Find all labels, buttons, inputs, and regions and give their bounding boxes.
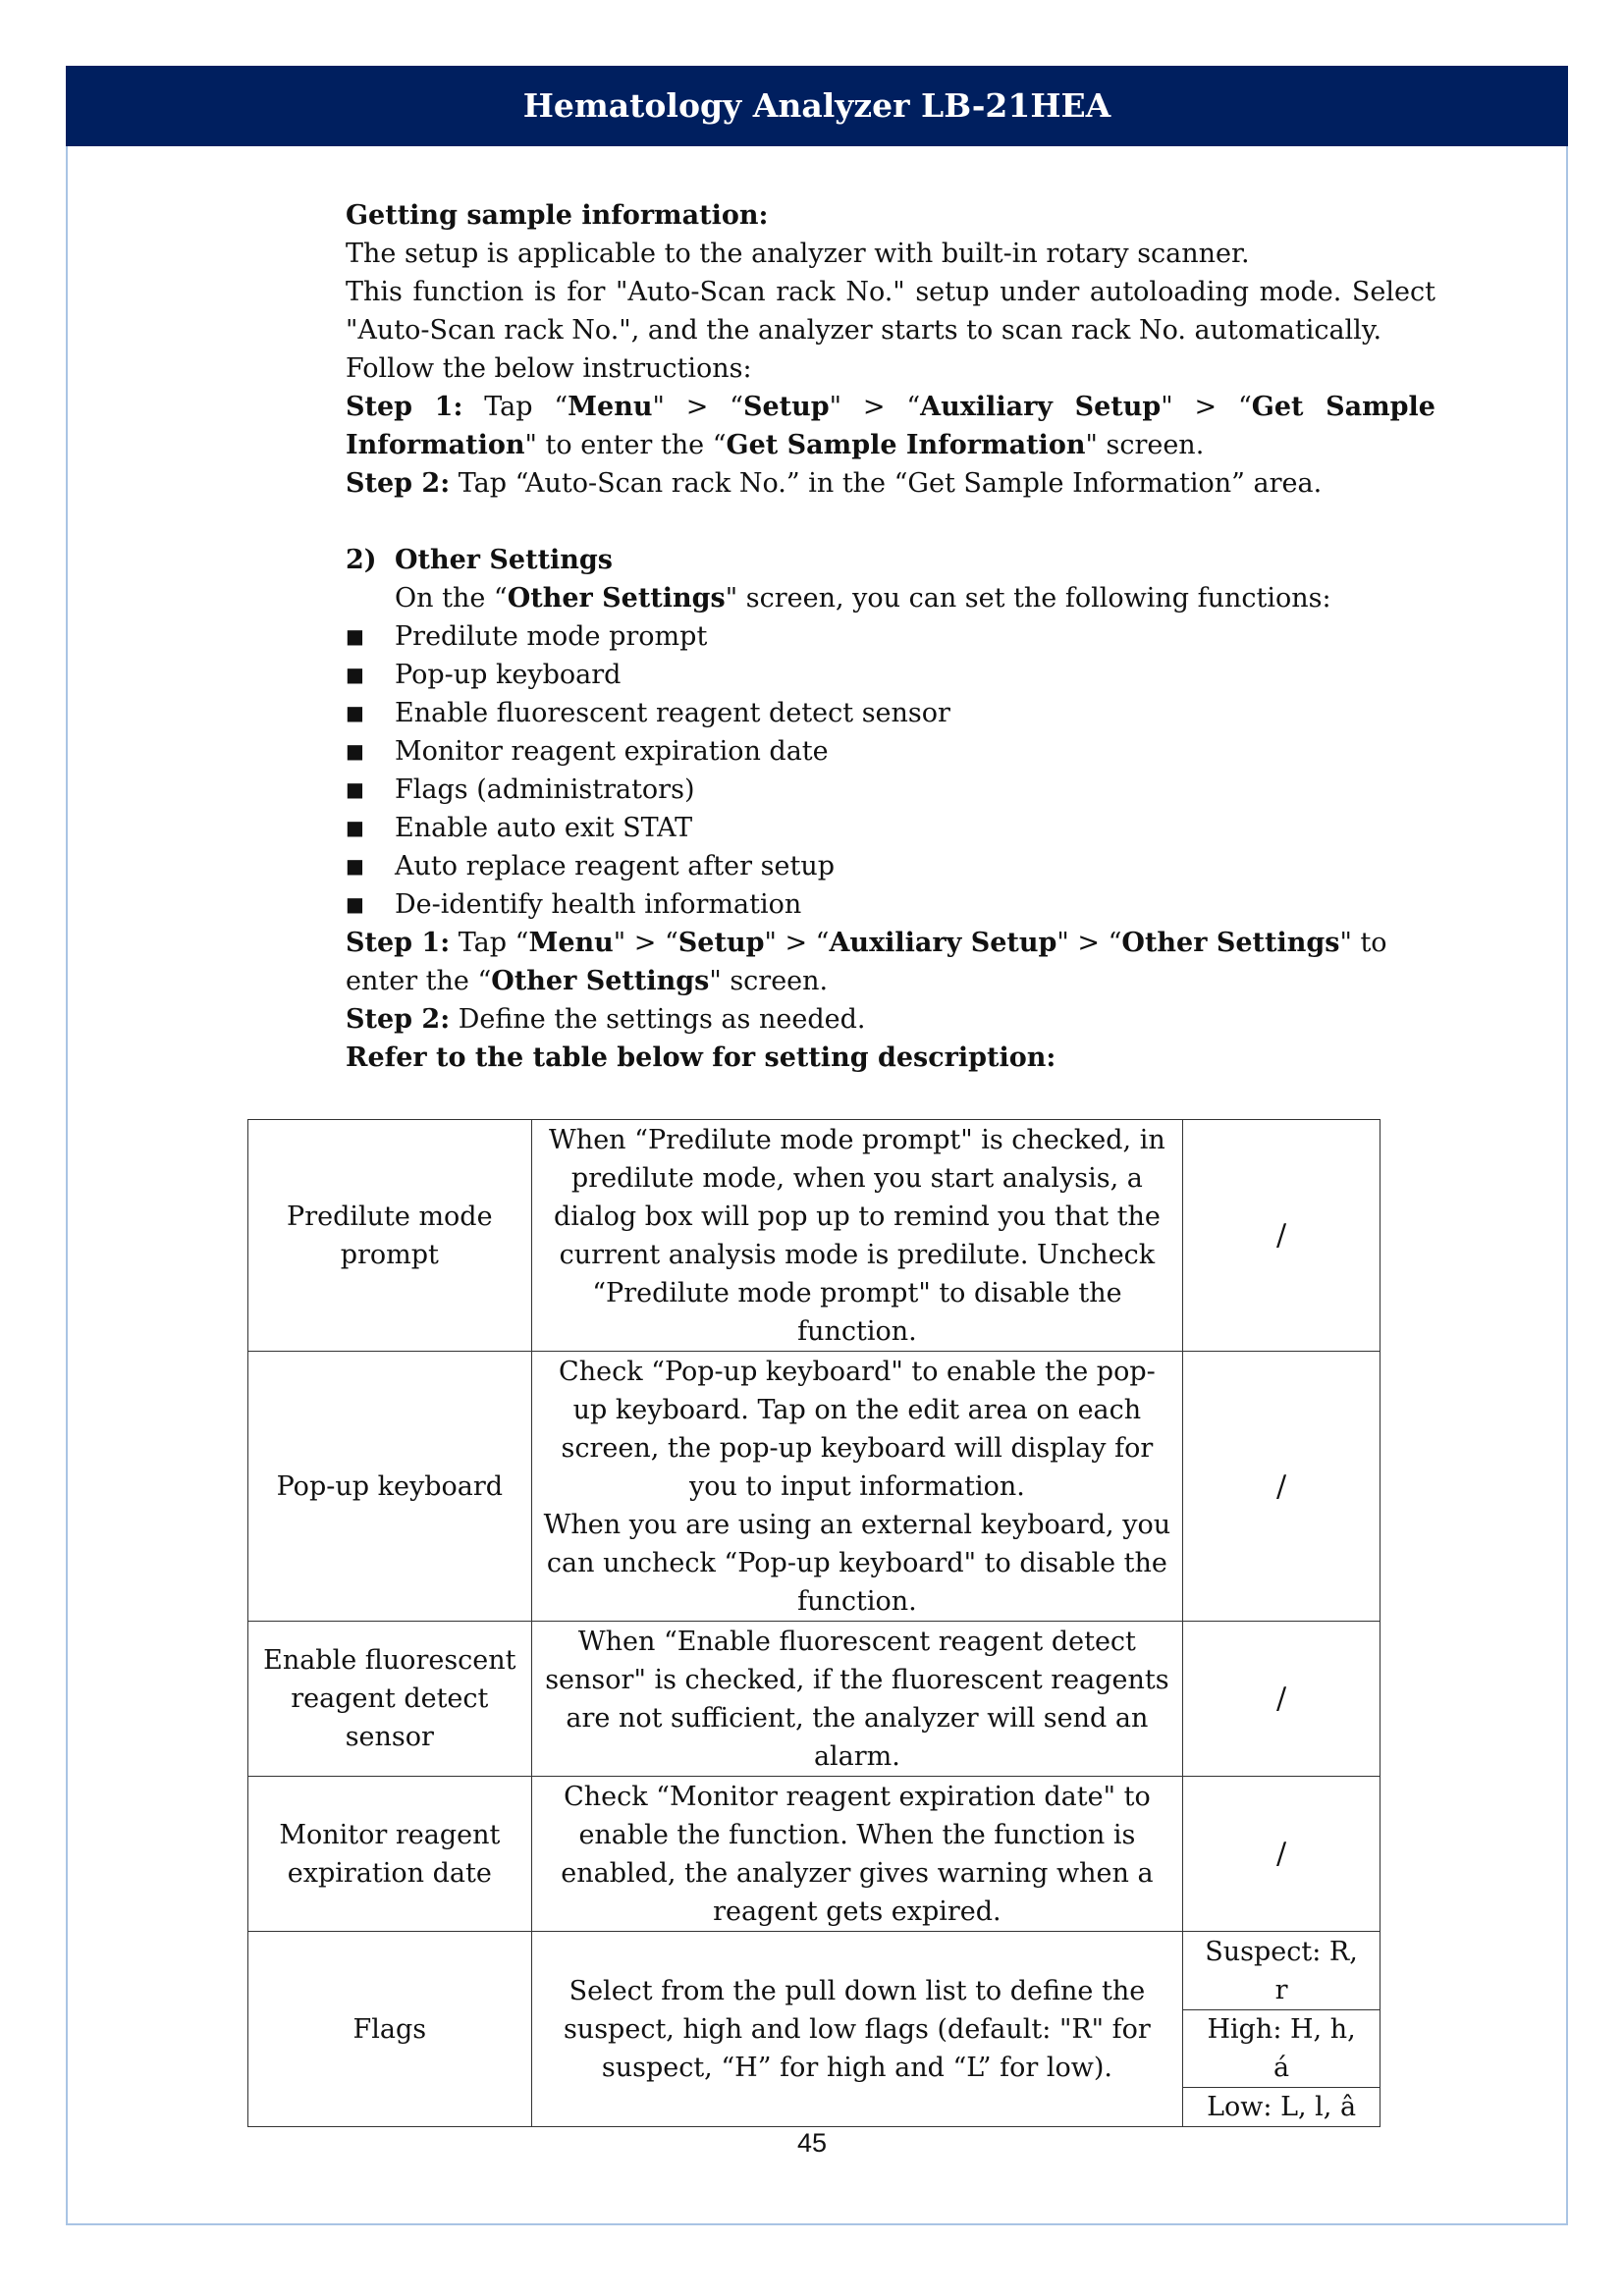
page-number: 45 [796, 2128, 828, 2158]
list-item: ■ Monitor reagent expiration date [346, 732, 1435, 771]
step-1-other-settings: Step 1: Tap “Menu" > “Setup" > “Auxiliary Setup" > “Other Settings" to enter the “Other Settings" screen. [346, 928, 1387, 996]
table-row [248, 1777, 1380, 1932]
table-row [248, 1932, 1380, 2010]
page-content [346, 196, 1435, 1077]
section-heading-sample-info: Getting sample information: [346, 200, 769, 231]
paragraph: This function is for "Auto-Scan rack No." setup under autoloading mode. Select "Auto-Scan rack No.", and the analyzer starts to scan rack No. automatically. [346, 277, 1435, 346]
table-reference-note: Refer to the table below for setting description: [346, 1042, 1056, 1073]
list-item: ■ Enable auto exit STAT [346, 809, 1435, 847]
setting-description-cell: Check “Monitor reagent expiration date" to enable the function. When the function is enabled, the analyzer gives warning when a reagent gets expired. [531, 1777, 1183, 1932]
setting-name-cell: Enable fluorescent reagent detect sensor [248, 1622, 532, 1777]
list-item: ■ De-identify health information [346, 885, 1435, 924]
setting-name-cell: Monitor reagent expiration date [248, 1777, 532, 1932]
setting-value-cell: / [1183, 1120, 1380, 1352]
setting-description-cell: When “Predilute mode prompt" is checked, in predilute mode, when you start analysis, a dialog box will pop up to remind you that the current analysis mode is predilute. Uncheck “Predilute mode prompt" to disable the function. [531, 1120, 1183, 1352]
settings-bullet-list [346, 617, 1435, 924]
list-item: ■ Flags (administrators) [346, 771, 1435, 809]
list-item: ■ Auto replace reagent after setup [346, 847, 1435, 885]
step-1-sample-info: Step 1: Tap “Menu" > “Setup" > “Auxiliary Setup" > “Get Sample Information" to enter the “Get Sample Information" screen. [346, 392, 1435, 460]
bullet-square-icon: ■ [346, 854, 364, 878]
setting-name-cell: Predilute mode prompt [248, 1120, 532, 1352]
bullet-square-icon: ■ [346, 816, 364, 839]
step-2-other-settings: Step 2: Define the settings as needed. [346, 1004, 866, 1035]
setting-description-cell: Check “Pop-up keyboard" to enable the pop-up keyboard. Tap on the edit area on each screen, the pop-up keyboard will display for you to input information. When you are using an external keyboard, you can uncheck “Pop-up keyboard" to disable the function. [531, 1352, 1183, 1622]
table-row [248, 1622, 1380, 1777]
bullet-square-icon: ■ [346, 739, 364, 763]
table-row [248, 1352, 1380, 1622]
paragraph: The setup is applicable to the analyzer with built-in rotary scanner. [346, 239, 1250, 269]
table-row [248, 1120, 1380, 1352]
setting-description-cell: Select from the pull down list to define the suspect, high and low flags (default: "R" for suspect, “H” for high and “L” for low). [531, 1932, 1183, 2127]
flag-low-cell: Low: L, l, â [1183, 2088, 1380, 2127]
bullet-square-icon: ■ [346, 624, 364, 648]
step-2-sample-info: Step 2: Tap “Auto-Scan rack No.” in the “Get Sample Information” area. [346, 468, 1323, 499]
settings-description-table [247, 1119, 1380, 2127]
list-item: ■ Predilute mode prompt [346, 617, 1435, 656]
other-settings-intro: On the “Other Settings" screen, you can set the following functions: [395, 583, 1331, 614]
bullet-square-icon: ■ [346, 663, 364, 686]
setting-value-cell: / [1183, 1352, 1380, 1622]
bullet-square-icon: ■ [346, 777, 364, 801]
page-header: Hematology Analyzer LB-21HEA [66, 66, 1568, 146]
flag-suspect-cell: Suspect: R, r [1183, 1932, 1380, 2010]
list-item: ■ Enable fluorescent reagent detect sensor [346, 694, 1435, 732]
bullet-square-icon: ■ [346, 892, 364, 916]
flag-high-cell: High: H, h, á [1183, 2010, 1380, 2088]
setting-name-cell: Pop-up keyboard [248, 1352, 532, 1622]
bullet-square-icon: ■ [346, 701, 364, 724]
list-item: ■ Pop-up keyboard [346, 656, 1435, 694]
setting-value-cell: / [1183, 1622, 1380, 1777]
paragraph: Follow the below instructions: [346, 353, 752, 384]
setting-description-cell: When “Enable fluorescent reagent detect sensor" is checked, if the fluorescent reagents are not sufficient, the analyzer will send an alarm. [531, 1622, 1183, 1777]
section-heading-other-settings: 2) Other Settings [346, 545, 614, 575]
setting-value-cell: / [1183, 1777, 1380, 1932]
setting-name-cell: Flags [248, 1932, 532, 2127]
